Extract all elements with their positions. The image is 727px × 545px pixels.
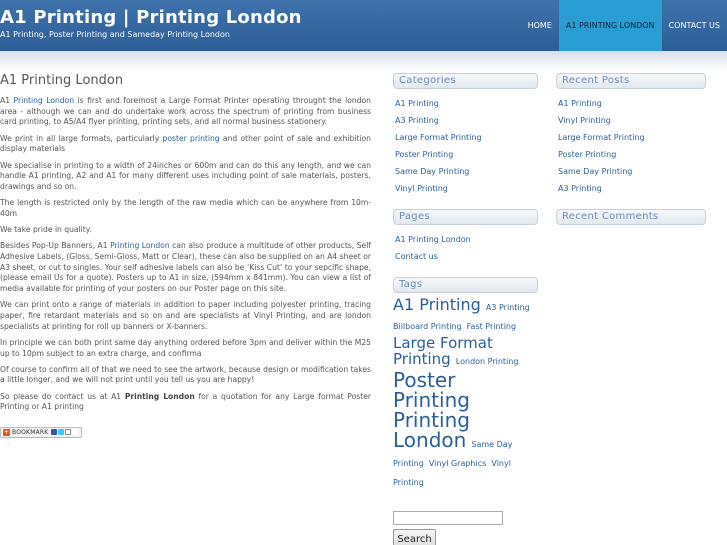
printing-london-link[interactable]: Printing London xyxy=(13,96,75,105)
search-button[interactable]: Search xyxy=(393,529,436,545)
tag-link[interactable]: Same Day Printing xyxy=(393,440,513,468)
tag-link[interactable]: Poster Printing xyxy=(393,368,470,412)
header-shadow xyxy=(0,51,727,73)
site-description: A1 Printing, Poster Printing and Sameday Printing London xyxy=(0,30,230,39)
recent-post-link[interactable]: A3 Printing xyxy=(558,184,602,193)
site-header xyxy=(0,0,727,51)
tag-link[interactable]: Billboard Printing xyxy=(393,322,462,331)
post-paragraph: We can print onto a range of materials in addition to paper including polyester printing, tracing paper, fire retardant materials and so on and are specialists at Vinyl Printing, and are london specialists at printing for roll up banners or X-banners. xyxy=(0,300,371,331)
tag-link[interactable]: Fast Printing xyxy=(466,322,517,331)
categories-widget xyxy=(393,73,538,205)
category-link[interactable]: Same Day Printing xyxy=(395,167,470,176)
bookmark-button[interactable] xyxy=(0,427,82,438)
nav-a1-printing-london[interactable]: A1 PRINTING LONDON xyxy=(559,0,662,51)
recent-posts-title: Recent Posts xyxy=(556,73,706,89)
nav-contact-us[interactable]: CONTACT US xyxy=(668,21,720,30)
category-link[interactable]: Large Format Printing xyxy=(395,133,482,142)
tag-link[interactable]: Vinyl Graphics xyxy=(428,459,487,468)
bookmark-label: BOOKMARK xyxy=(12,428,49,436)
tag-link[interactable]: A3 Printing xyxy=(485,303,530,312)
post-paragraph: The length is restricted only by the length of the raw media which can be anywhere from 10m-40m xyxy=(0,198,371,218)
tag-link[interactable]: London Printing xyxy=(455,357,519,366)
category-link[interactable]: Vinyl Printing xyxy=(395,184,448,193)
recent-posts-widget xyxy=(556,73,706,205)
main-nav xyxy=(521,0,727,51)
nav-home[interactable]: HOME xyxy=(527,21,552,30)
tag-link[interactable]: A1 Printing xyxy=(393,295,481,314)
plus-icon: + xyxy=(3,428,10,436)
post-paragraph: We take pride in quality. xyxy=(0,225,92,235)
printing-london-link[interactable]: Printing London xyxy=(110,241,170,251)
post-paragraph: We specialise in printing to a width of 24inches or 600m and can do this any length, and we can handle A1 printing, A2 and A1 for many different uses including point of sale materials, posters, drawings and so on. xyxy=(0,160,371,191)
tag-cloud xyxy=(393,293,538,491)
tag-link[interactable]: Printing London xyxy=(393,408,470,452)
post-title: A1 Printing London xyxy=(0,73,124,88)
post-paragraph: So please do contact us at A1 Printing London for a quotation for any Large format Poster Printing or A1 printing xyxy=(0,391,371,412)
categories-title: Categories xyxy=(393,73,538,89)
tag-link[interactable]: Vinyl Printing xyxy=(393,459,511,487)
search-form xyxy=(393,511,538,545)
page-link[interactable]: A1 Printing London xyxy=(395,235,471,244)
page-link[interactable]: Contact us xyxy=(395,252,438,261)
search-input[interactable] xyxy=(393,511,503,525)
post-paragraph: Of course to confirm all of that we need to see the artwork, because design or modification takes a little longer, and we will not print until you tell us you are happy! xyxy=(0,364,371,385)
twitter-icon xyxy=(58,429,64,435)
facebook-icon xyxy=(51,429,57,435)
recent-post-link[interactable]: Poster Printing xyxy=(558,150,617,159)
recent-post-link[interactable]: Same Day Printing xyxy=(558,167,633,176)
post-paragraph: In principle we can both print same day anything ordered before 3pm and deliver within the M25 up to 10pm subject to an extra charge, and confirma xyxy=(0,337,371,358)
post-paragraph: A1 Printing London is first and foremost a Large Format Printer operating throught the london area - although we can and do undertake work across the spectrum of printing from business card printing, to A5/A4 flyer printing, printing sets, and all normal business stationery. xyxy=(0,96,371,127)
recent-post-link[interactable]: Large Format Printing xyxy=(558,133,645,142)
email-icon xyxy=(65,429,71,435)
recent-post-link[interactable]: Vinyl Printing xyxy=(558,116,611,125)
category-link[interactable]: A3 Printing xyxy=(395,116,439,125)
post-paragraph: We print in all large formats, particularly poster printing and other point of sale and exhibition display materials xyxy=(0,133,371,154)
category-link[interactable]: A1 Printing xyxy=(395,99,439,108)
sidebar-primary xyxy=(393,73,538,545)
recent-comments-title: Recent Comments xyxy=(556,209,706,225)
sidebar-secondary xyxy=(556,73,706,229)
more-icon xyxy=(72,429,78,435)
recent-post-link[interactable]: A1 Printing xyxy=(558,99,602,108)
pages-title: Pages xyxy=(393,209,538,225)
tags-widget xyxy=(393,277,538,491)
poster-printing-link[interactable]: poster printing xyxy=(162,133,220,143)
post-paragraph: Besides Pop-Up Banners, A1 Printing London can also produce a multitude of other products, Self Adhesive Labels, (Gloss, Semi-Gloss, Matt or Clear), these can also be supplied on an A4 sheet or A3 sheet, or cut to singles. Your self adhesive labels can also be ‘Kiss Cut’ to your sepcific shape, (please email Us for a quote). Posters up to A1 in size, (594mm x 841mm). You can view a list of media available for printing of your posters on our Poster page on this site. xyxy=(0,241,371,294)
tags-title: Tags xyxy=(393,277,538,293)
recent-comments-widget xyxy=(556,209,706,225)
tag-link[interactable]: Large Format Printing xyxy=(393,334,493,368)
site-title[interactable]: A1 Printing | Printing London xyxy=(0,7,302,28)
main-content xyxy=(0,73,371,438)
pages-widget xyxy=(393,209,538,273)
category-link[interactable]: Poster Printing xyxy=(395,150,454,159)
